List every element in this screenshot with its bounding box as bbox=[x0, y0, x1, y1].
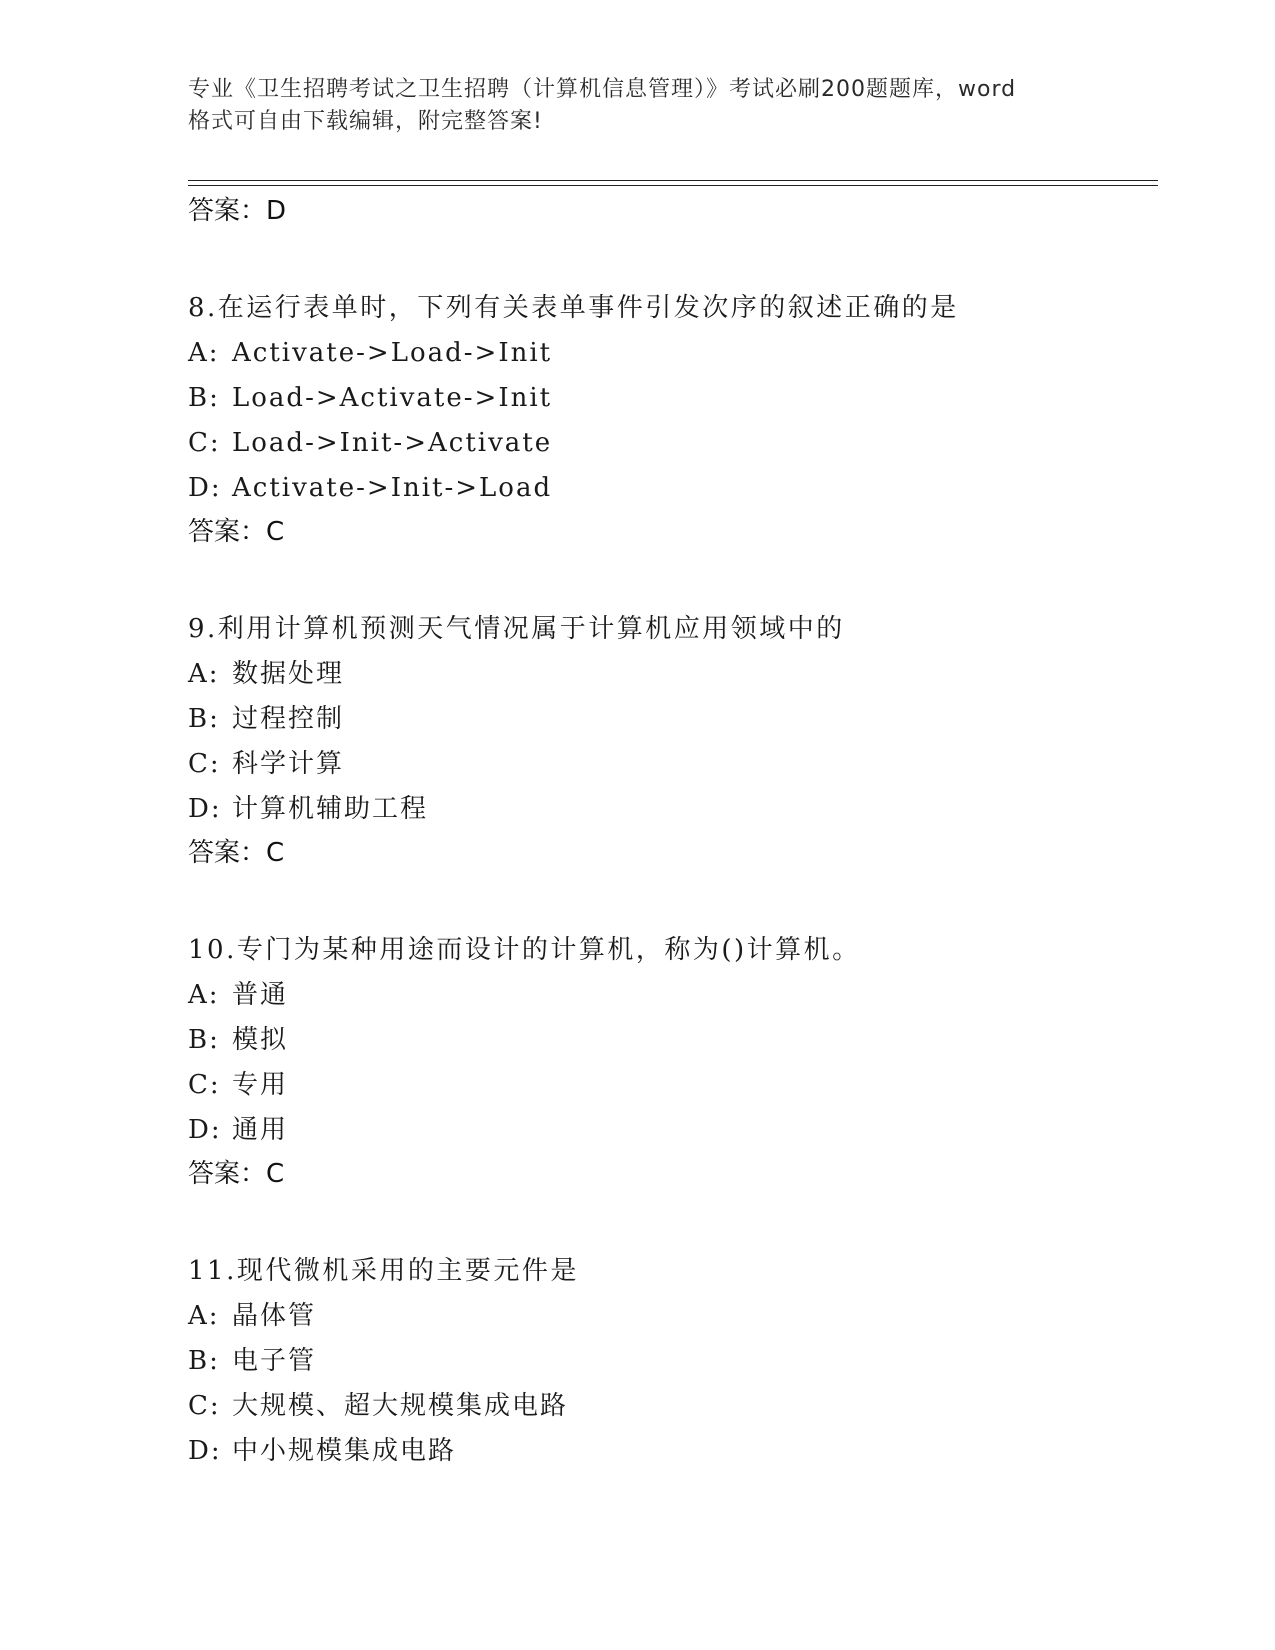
option-c: C: Load->Init->Activate bbox=[188, 428, 553, 458]
option-c: C: 专用 bbox=[188, 1070, 289, 1100]
answer-label: 答案：C bbox=[188, 1159, 285, 1189]
option-b: B: 电子管 bbox=[188, 1346, 317, 1376]
option-b: B: Load->Activate->Init bbox=[188, 383, 553, 413]
header-title-line-2: 格式可自由下载编辑，附完整答案! bbox=[188, 109, 543, 134]
header-divider-bottom bbox=[188, 185, 1158, 186]
option-a: A: 晶体管 bbox=[188, 1301, 317, 1331]
question-stem: 8.在运行表单时，下列有关表单事件引发次序的叙述正确的是 bbox=[188, 293, 959, 323]
option-d: D: 通用 bbox=[188, 1115, 289, 1145]
option-d: D: Activate->Init->Load bbox=[188, 473, 553, 503]
header-title-line-1: 专业《卫生招聘考试之卫生招聘（计算机信息管理）》考试必刷200题题库，word bbox=[188, 77, 1017, 102]
answer-label: 答案：C bbox=[188, 838, 285, 868]
option-a: A: 数据处理 bbox=[188, 659, 345, 689]
question-list bbox=[188, 193, 1148, 1474]
option-b: B: 过程控制 bbox=[188, 704, 345, 734]
question-item bbox=[188, 927, 1148, 1192]
option-c: C: 大规模、超大规模集成电路 bbox=[188, 1391, 569, 1421]
option-c: C: 科学计算 bbox=[188, 749, 345, 779]
question-item bbox=[188, 285, 1148, 550]
answer-label: 答案：D bbox=[188, 196, 287, 226]
option-b: B: 模拟 bbox=[188, 1025, 289, 1055]
question-stem: 9.利用计算机预测天气情况属于计算机应用领域中的 bbox=[188, 614, 845, 644]
document-header bbox=[188, 74, 1088, 138]
question-stem: 11.现代微机采用的主要元件是 bbox=[188, 1256, 579, 1286]
question-item bbox=[188, 1248, 1148, 1474]
answer-label: 答案：C bbox=[188, 517, 285, 547]
header-divider-top bbox=[188, 180, 1158, 181]
option-d: D: 计算机辅助工程 bbox=[188, 794, 429, 824]
option-d: D: 中小规模集成电路 bbox=[188, 1436, 457, 1466]
option-a: A: 普通 bbox=[188, 980, 289, 1010]
question-item bbox=[188, 606, 1148, 871]
question-stem: 10.专门为某种用途而设计的计算机，称为()计算机。 bbox=[188, 935, 861, 965]
option-a: A: Activate->Load->Init bbox=[188, 338, 553, 368]
